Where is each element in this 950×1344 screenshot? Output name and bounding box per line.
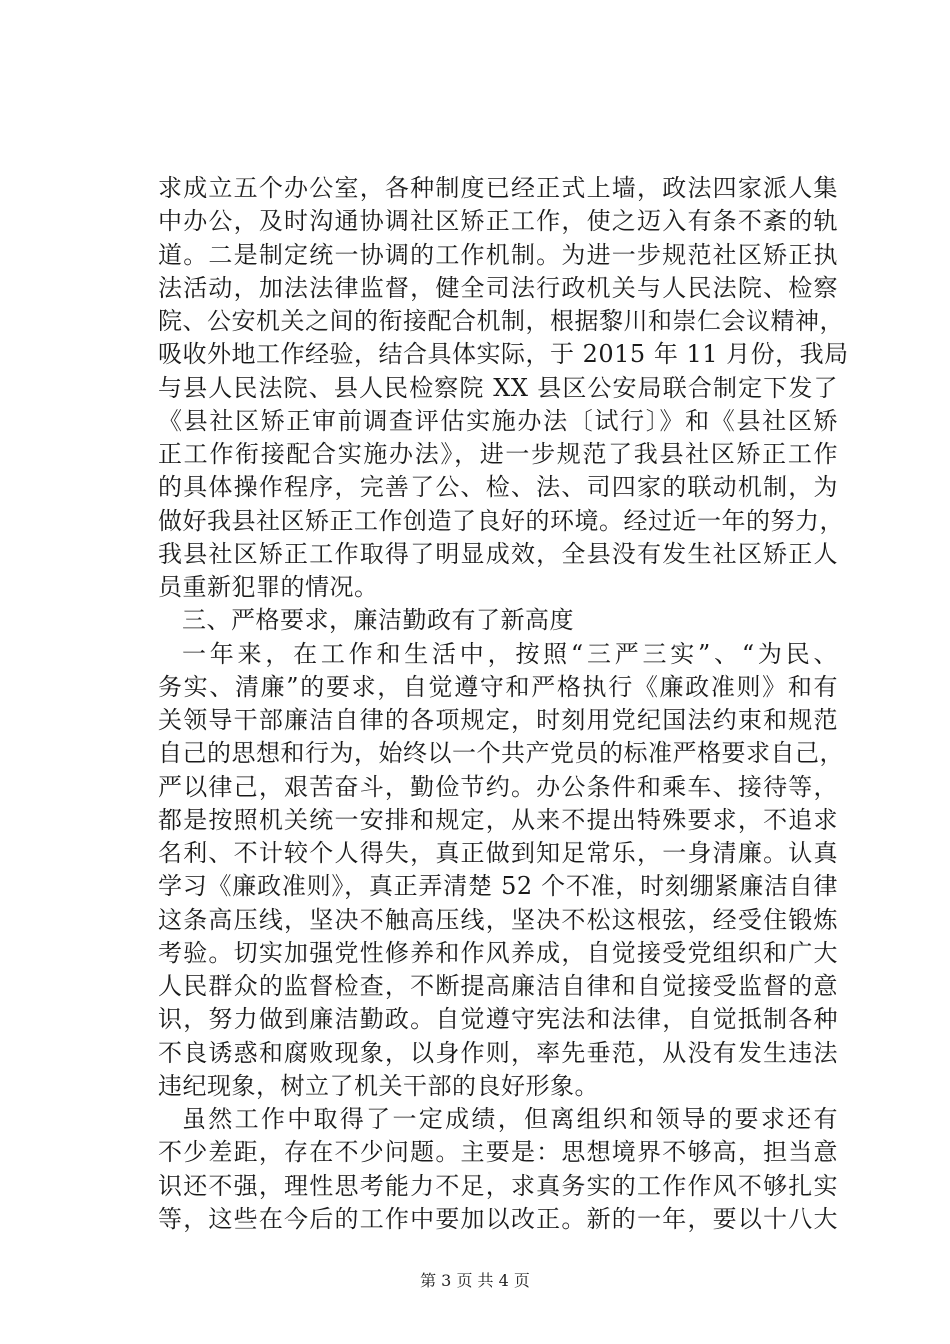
text-line: 考验。切实加强党性修养和作风养成，自觉接受党组织和广大 [158, 938, 838, 967]
text-line: 求成立五个办公室，各种制度已经正式上墙，政法四家派人集 [158, 174, 838, 202]
page-footer: 第 3 页 共 4 页 [420, 1271, 530, 1290]
text-line: 道。二是制定统一协调的工作机制。为进一步规范社区矫正执 [158, 240, 838, 269]
text-line: 一年来，在工作和生活中，按照“三严三实”、“为民、 [182, 639, 838, 668]
text-line: 识，努力做到廉洁勤政。自觉遵守宪法和法律，自觉抵制各种 [158, 1005, 838, 1034]
text-line: 违纪现象，树立了机关干部的良好形象。 [158, 1071, 599, 1100]
text-line: 名利、不计较个人得失，真正做到知足常乐，一身清廉。认真 [158, 839, 838, 867]
text-line: 关领导干部廉洁自律的各项规定，时刻用党纪国法约束和规范 [158, 706, 838, 734]
text-line: 严以律己，艰苦奋斗，勤俭节约。办公条件和乘车、接待等， [158, 772, 838, 801]
text-line: 不良诱惑和腐败现象，以身作则，率先垂范，从没有发生违法 [158, 1038, 838, 1067]
text-line: 员重新犯罪的情况。 [158, 573, 379, 601]
text-line: 我县社区矫正工作取得了明显成效，全县没有发生社区矫正人 [158, 539, 838, 568]
text-line: 等，这些在今后的工作中要加以改正。新的一年，要以十八大 [158, 1204, 838, 1233]
section-heading: 三、严格要求，廉洁勤政有了新高度 [182, 606, 574, 635]
text-line: 吸收外地工作经验，结合具体实际，于 2015 年 11 月份，我局 [158, 340, 849, 369]
text-line: 的具体操作程序，完善了公、检、法、司四家的联动机制，为 [158, 473, 838, 502]
text-line: 法活动，加法法律监督，健全司法行政机关与人民法院、检察 [158, 273, 838, 302]
text-line: 做好我县社区矫正工作创造了良好的环境。经过近一年的努力， [158, 506, 844, 535]
text-line: 这条高压线，坚决不触高压线，坚决不松这根弦，经受住锻炼 [158, 905, 838, 934]
text-line: 院、公安机关之间的衔接配合机制，根据黎川和崇仁会议精神， [158, 307, 844, 335]
text-line: 务实、清廉”的要求，自觉遵守和严格执行《廉政准则》和有 [158, 672, 838, 701]
text-line: 与县人民法院、县人民检察院 XX 县区公安局联合制定下发了 [158, 373, 838, 402]
text-line: 人民群众的监督检查，不断提高廉洁自律和自觉接受监督的意 [158, 972, 838, 1000]
text-line: 识还不强，理性思考能力不足，求真务实的工作作风不够扎实 [158, 1171, 838, 1200]
text-line: 不少差距，存在不少问题。主要是：思想境界不够高，担当意 [158, 1138, 838, 1167]
text-line: 自己的思想和行为，始终以一个共产党员的标准严格要求自己， [158, 739, 844, 768]
text-line: 《县社区矫正审前调查评估实施办法〔试行〕》和《县社区矫 [158, 406, 838, 435]
text-line: 中办公，及时沟通协调社区矫正工作，使之迈入有条不紊的轨 [158, 207, 838, 236]
text-line: 学习《廉政准则》，真正弄清楚 52 个不准，时刻绷紧廉洁自律 [158, 872, 838, 901]
text-line: 正工作衔接配合实施办法》，进一步规范了我县社区矫正工作 [158, 440, 838, 468]
document-body [158, 172, 849, 1236]
text-line: 都是按照机关统一安排和规定，从来不提出特殊要求，不追求 [158, 805, 838, 834]
text-line: 虽然工作中取得了一定成绩，但离组织和领导的要求还有 [182, 1105, 838, 1133]
